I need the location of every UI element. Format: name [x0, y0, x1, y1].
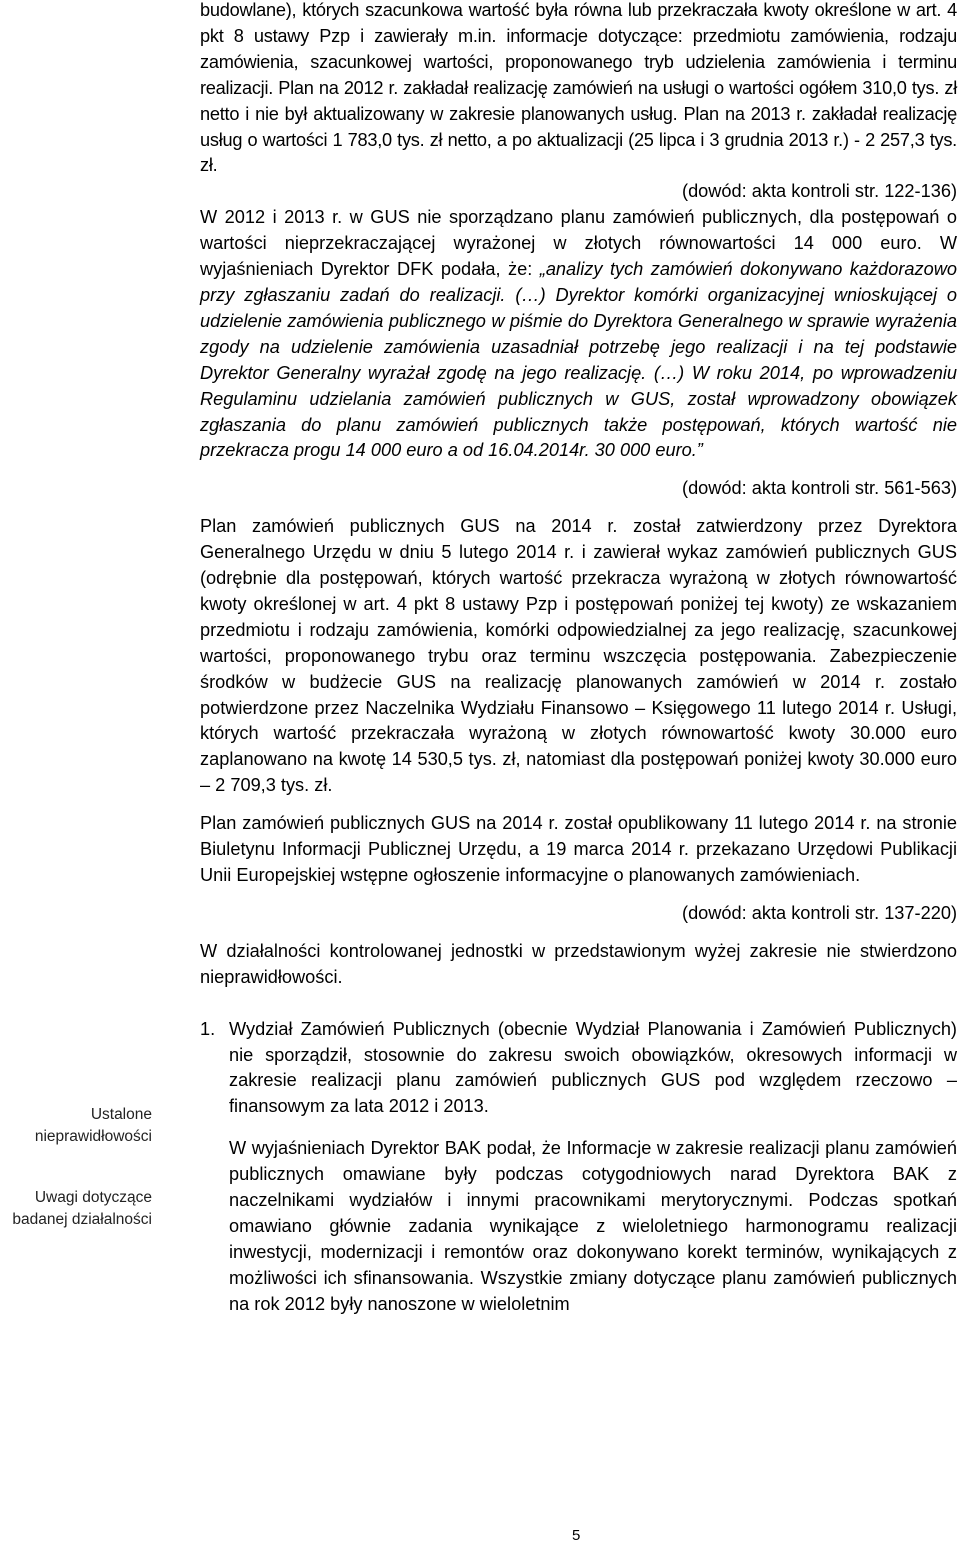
page-number: 5 — [572, 1527, 581, 1544]
sidebar-remarks-label: Uwagi dotyczące badanej działalności — [12, 1189, 152, 1228]
evidence-ref-1: (dowód: akta kontroli str. 122-136) — [682, 181, 957, 202]
remark-item-1-explanation: W wyjaśnieniach Dyrektor BAK podał, że Informacje w zakresie realizacji planu zamówień publicznych omawiane były podczas cotygodniowych narad Dyrektora BAK z naczelnikami wydziałów i innymi pracownikami merytorycznymi. Podczas spotkań omawiano głównie zadania wynikające z wieloletniego harmonogramu realizacji inwestycji, modernizacji i remontów oraz dokonywano korekt terminów, wynikających z możliwości ich sfinansowania. Wszystkie zmiany dotyczące planu zamówień publicznych na rok 2012 były nanoszone w wieloletnim — [229, 1138, 957, 1314]
paragraph-small-orders-text: W 2012 i 2013 r. w GUS nie sporządzano planu zamówień publicznych, dla postępowań o wartości nieprzekraczającej wyrażonej w złotych równowartości 14 000 euro. W wyjaśnieniach Dyrektor DFK podała, że: — [200, 207, 957, 280]
paragraph-plan-2014: Plan zamówień publicznych GUS na 2014 r. został zatwierdzony przez Dyrektora Generalnego Urzędu w dniu 5 lutego 2014 r. i zawierał wykaz zamówień publicznych GUS (odrębnie dla postępowań, których wartość przekracza wyrażoną w złotych równowartość kwoty określonej w art. 4 pkt 8 ustawy Pzp i postępowań poniżej tej kwoty) ze wskazaniem przedmiotu i rodzaju zamówienia, komórki odpowiedzialnej za jego realizację, szacunkowej wartości, proponowanego trybu oraz terminu wszczęcia postępowania. Zabezpieczenie środków w budżecie GUS na realizację planowanych zamówień w 2014 r. zostało potwierdzone przez Naczelnika Wydziału Finansowo – Księgowego 11 lutego 2014 r. Usługi, których wartość przekraczała wyrażoną w złotych równowartość kwoty 30.000 euro zaplanowano na kwotę 14 530,5 tys. zł, natomiast dla postępowań poniżej kwoty 30.000 euro – 2 709,3 tys. zł. — [200, 516, 957, 796]
evidence-ref-3: (dowód: akta kontroli str. 137-220) — [682, 902, 957, 923]
paragraph-small-orders — [200, 205, 957, 464]
evidence-ref-2: (dowód: akta kontroli str. 561-563) — [682, 478, 957, 499]
director-quote: „analizy tych zamówień dokonywano każdorazowo przy zgłaszaniu zadań do realizacji. (…) Dyrektor komórki organizacyjnej wnioskującej o udzielenie zamówienia publicznego w piśmie do Dyrektora Generalnego w sprawie wyrażenia zgody na udzielenie zamówienia uzasadniał potrzebę jego realizacji i na tej podstawie Dyrektor Generalny wyrażał zgodę na jego realizację. (…) W roku 2014, po wprowadzeniu Regulaminu udzielania zamówień publicznych w GUS, został wprowadzony obowiązek zgłaszania do planu zamówień publicznych także postępowań, których wartość nie przekracza progu 14 000 euro a od 16.04.2014r. 30 000 euro.” — [200, 259, 957, 461]
remark-item-number: 1. — [200, 1018, 216, 1039]
remark-item-1 — [200, 1017, 957, 1121]
sidebar-findings-label: Ustalone nieprawidłowości — [34, 1106, 152, 1145]
document-body — [200, 0, 957, 1318]
paragraph-plan-2012-2013: budowlane), których szacunkowa wartość była równa lub przekraczała kwoty określone w art. 4 pkt 8 ustawy Pzp i zawierały m.in. informacje dotyczące: przedmiotu zamówienia, rodzaju zamówienia, szacunkowej wartości, proponowanego tryb udzielenia zamówienia i terminu realizacji. Plan na 2012 r. zakładał realizację zamówień na usługi o wartości ogółem 310,0 tys. zł netto i nie był aktualizowany w zakresie planowanych usług. Plan na 2013 r. zakładał realizację usług o wartości 1 783,0 tys. zł netto, a po aktualizacji (25 lipca i 3 grudnia 2013 r.) - 2 257,3 tys. zł. — [200, 0, 957, 176]
findings-statement: W działalności kontrolowanej jednostki w przedstawionym wyżej zakresie nie stwierdzono nieprawidłowości. — [200, 940, 957, 987]
paragraph-plan-2014-publication: Plan zamówień publicznych GUS na 2014 r. został opublikowany 11 lutego 2014 r. na stronie Biuletynu Informacji Publicznej Urzędu, a 19 marca 2014 r. przekazano Urzędowi Publikacji Unii Europejskiej wstępne ogłoszenie informacyjne o planowanych zamówieniach. — [200, 813, 957, 885]
remark-item-text: Wydział Zamówień Publicznych (obecnie Wydział Planowania i Zamówień Publicznych) nie sporządził, stosownie do zakresu swoich obowiązków, okresowych informacji w zakresie realizacji planu zamówień publicznych GUS pod względem rzeczowo – finansowym za lata 2012 i 2013. — [229, 1018, 957, 1117]
